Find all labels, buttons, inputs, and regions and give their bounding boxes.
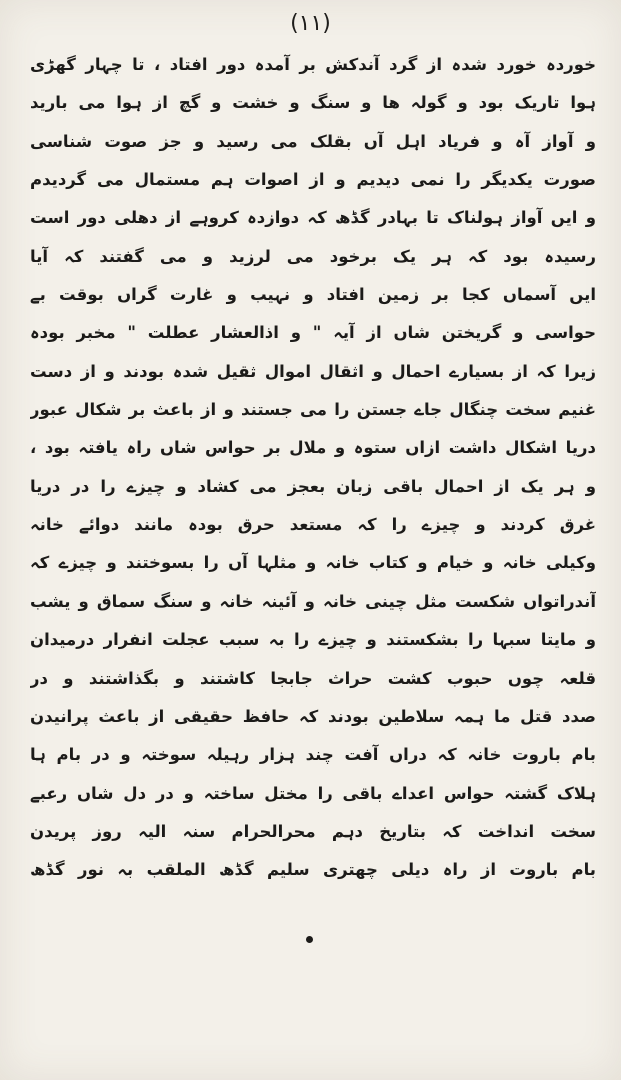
- text-line: سخت انداخت کہ بتاریخ دہم محرالحرام سنہ الیہ روز پریدن: [30, 821, 596, 841]
- text-line: ہوا تاریک بود و گولہ ھا و سنگ و خشت و گچ از ہوا می بارید: [30, 93, 596, 113]
- page-number: (۱۱): [290, 11, 331, 36]
- ink-dot: [306, 936, 313, 943]
- text-line: غرق کردند و چیزے را کہ مستعد حرق بودہ مانند دوائے خانہ: [30, 515, 596, 535]
- text-line: غنیم سخت چنگال جاے جستن را می جستند و از باعث بر شکال عبور: [30, 400, 596, 420]
- text-line: و ایں آواز ہولناک تا بہادر گڈھ کہ دوازدہ کروہے از دھلی دور است: [30, 208, 596, 228]
- text-line: صدد قتل ما ہمہ سلاطین بودند کہ حافظ حقیقی از باعث پرانیدن: [30, 706, 596, 726]
- text-line: آندراتواں شکست مثل چینی خانہ و آئینہ خانہ و سنگ سماق و یشب: [30, 591, 596, 611]
- text-line: و آواز آہ و فریاد اہل آں بقلک می رسید و جز صوت شناسی: [30, 131, 596, 151]
- text-line: ایں آسماں کجا بر زمین افتاد و نہیب و غارت گراں بوقت بے: [30, 285, 596, 305]
- text-line: قلعہ چوں حبوب کشت حراث جابجا کاشتند و بگذاشتند و در: [30, 668, 596, 688]
- text-line: خوردہ خورد شدہ از گرد آندکش بر آمدہ دور افتاد ، تا چہار گھڑی: [30, 55, 596, 74]
- text-line: رسیدہ بود کہ ہر یک برخود می لرزید و می گفتند کہ آیا: [30, 246, 596, 266]
- text-line: بام باروت خانہ کہ دراں آفت چند ہزار رہیلہ سوختہ و در بام ہا: [30, 745, 596, 765]
- body-text: [30, 46, 596, 1046]
- text-line: و مایتا سبہا را بشکستند و چیزے را بہ سبب عجلت انفرار درمیدان: [30, 630, 596, 650]
- text-line: بام باروت از راہ دیلی چھتری سلیم گڈھ الملقب بہ نور گڈھ: [30, 860, 596, 880]
- text-line: و ہر یک از احمال باقی زبان بعجز می کشاد و چیزے را در دریا: [30, 476, 596, 496]
- text-line: زیرا کہ از بسیارے احمال و اثقال اموال ثقیل شدہ بودند و از دست: [30, 361, 596, 381]
- text-line: ہلاک گشتہ حواس اعداے باقی را مختل ساختہ و در دل شاں رعبے: [30, 783, 596, 803]
- text-line: دریا اشکال داشت ازاں ستوہ و ملال بر حواس شاں راہ یافتہ بود ،: [30, 438, 596, 458]
- text-line: وکیلی خانہ و خیام و کتاب خانہ و مثلہا آں را بسوختند و چیزے کہ: [30, 553, 596, 573]
- text-line: صورت یکدیگر را نمی دیدیم و از اصوات ہم مستمال می گردیدم: [30, 170, 596, 190]
- text-line: حواسی و گریختن شاں از آیہ " و اذالعشار عطلت " مخبر بودہ: [30, 323, 596, 343]
